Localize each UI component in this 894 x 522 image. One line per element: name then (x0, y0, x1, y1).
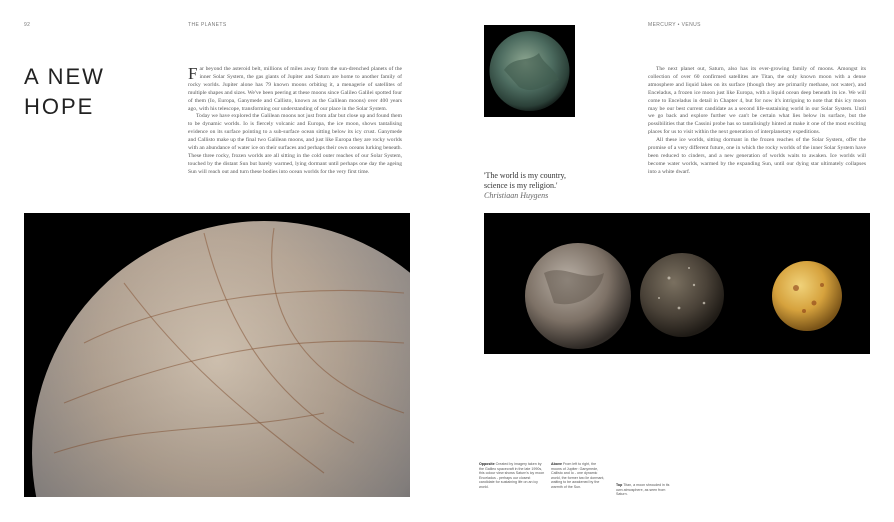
page-number: 92 (24, 22, 31, 28)
quote-text: 'The world is my country, science is my religion.' (484, 171, 567, 190)
left-body-text (188, 66, 402, 177)
titan-photo (484, 25, 575, 117)
headline (24, 62, 105, 122)
galilean-moons-image (484, 213, 870, 354)
quote-author: Christiaan Huygens (484, 191, 549, 200)
titan-image (484, 25, 575, 117)
right-paragraph-2: All these ice worlds, sitting dormant in the frozen reaches of the Solar System, offer the promise of a very different future, one in which the rocky worlds of the inner Solar System have been reduced to cinders, and a new generation of worlds waits to awaken. Ice worlds will become water worlds, warmed by the expanding Sun, until our dying star ultimately collapses into a white dwarf. (648, 137, 866, 175)
drop-cap: F (188, 64, 198, 83)
europa-image (24, 213, 410, 497)
callisto (640, 253, 724, 337)
europa-photo (24, 213, 410, 497)
pull-quote (484, 171, 584, 201)
running-head-left: THE PLANETS (188, 22, 227, 28)
io (772, 261, 842, 331)
galilean-moons-photo (484, 213, 870, 354)
left-paragraph-2: Today we have explored the Galilean moons not just from afar but close up and found them to be dynamic worlds. Io is fiercely volcanic and Europa, the ice moon, shows tantalising evidence on its surface pointing to a sub-surface ocean sitting below its icy crust. Ganymede and Callisto make up the final two Galilean moons, and just like Europa they are rocky worlds with an abundance of water ice on their surfaces and perhaps their own oceans lurking beneath. These three rocky, frozen worlds are all sitting in the cold outer reaches of our Solar System, touched by the distant Sun but barely warmed, lying dormant until perhaps one day the ageing Sun will reach out and turn these bodies into ocean worlds for the very first time. (188, 113, 402, 175)
headline-line-1: A NEW (24, 64, 105, 89)
headline-line-2: HOPE (24, 94, 95, 119)
caption-top: Top Titan, a moon shrouded in its own atmosphere, as seen from Saturn. (616, 483, 670, 497)
caption-opposite: Opposite Created by imagery taken by the Galileo spacecraft in the late 1990s, this colour view shows Saturn's icy moon Enceladus - perhaps our closest candidate for sustaining life on an icy world. (479, 462, 545, 489)
running-head-right: MERCURY • VENUS (648, 22, 701, 28)
left-paragraph-1: Far beyond the asteroid belt, millions of miles away from the sun-drenched planets of the inner Solar System, the gas giants of Jupiter and Saturn are home to another family of rocky worlds. Jupiter alone has 79 known moons orbiting it, a menagerie of satellites of multiple shapes and sizes. We've been peering at these moons since Galileo Galilei spotted four of them (Io, Europa, Ganymede and Callisto, known as the Galilean moons) over 400 years ago, with his telescope, transforming our understanding of our place in the Solar System. (188, 64, 402, 112)
right-paragraph-1: The next planet out, Saturn, also has its ever-growing family of moons. Amongst its collection of over 60 confirmed satellites are Titan, the only known moon with a dense atmosphere and liquid lakes on its surface (though they are primarily methane, not water), and Enceladus, a frozen ice moon just like Europa, with a liquid ocean deep beneath its ice. We will come to Enceladus in detail in Chapter 4, but for now it's intriguing to note that this icy moon may be our best current candidate as a second life-sustaining world in our Solar System. Until we go back and explore further we can't be certain what lies below its surface, but the possibilities that the Cassini probe has so tantalisingly hinted at make it one of the most exciting places for us to visit within the next generation of interplanetary expeditions. (648, 66, 866, 136)
right-body-text (648, 66, 866, 177)
caption-above: Above From left to right, the moons of Jupiter: Ganymede, Callisto and Io - one dynamic world, the former two lie dormant, waiting to be awakened by the warmth of the Sun. (551, 462, 605, 489)
